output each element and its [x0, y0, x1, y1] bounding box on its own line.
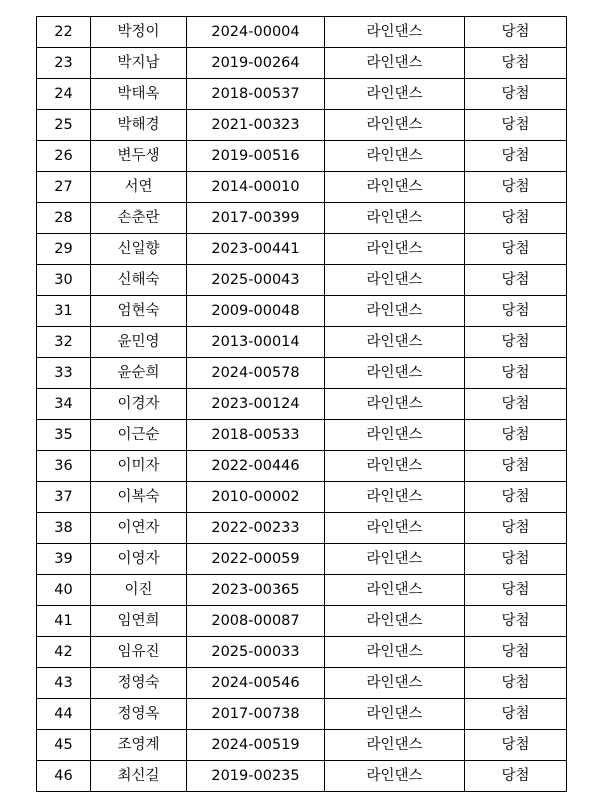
result-cell: 당첨 [465, 544, 567, 575]
result-cell: 당첨 [465, 420, 567, 451]
member-id-cell: 2022-00059 [187, 544, 325, 575]
program-cell: 라인댄스 [325, 482, 465, 513]
name-cell: 윤민영 [91, 327, 187, 358]
row-number-cell: 25 [37, 110, 91, 141]
member-id-cell: 2025-00033 [187, 637, 325, 668]
row-number-cell: 22 [37, 17, 91, 48]
row-number-cell: 41 [37, 606, 91, 637]
member-id-cell: 2024-00546 [187, 668, 325, 699]
result-cell: 당첨 [465, 730, 567, 761]
program-cell: 라인댄스 [325, 234, 465, 265]
name-cell: 이경자 [91, 389, 187, 420]
member-id-cell: 2023-00124 [187, 389, 325, 420]
table-row [37, 110, 567, 141]
table-row [37, 327, 567, 358]
name-cell: 박정이 [91, 17, 187, 48]
member-id-cell: 2022-00446 [187, 451, 325, 482]
result-cell: 당첨 [465, 17, 567, 48]
name-cell: 최신길 [91, 761, 187, 792]
result-cell: 당첨 [465, 234, 567, 265]
result-cell: 당첨 [465, 482, 567, 513]
row-number-cell: 40 [37, 575, 91, 606]
table-row [37, 451, 567, 482]
result-cell: 당첨 [465, 606, 567, 637]
program-cell: 라인댄스 [325, 513, 465, 544]
program-cell: 라인댄스 [325, 110, 465, 141]
result-cell: 당첨 [465, 358, 567, 389]
program-cell: 라인댄스 [325, 327, 465, 358]
result-cell: 당첨 [465, 79, 567, 110]
member-id-cell: 2018-00533 [187, 420, 325, 451]
member-id-cell: 2008-00087 [187, 606, 325, 637]
table-row [37, 172, 567, 203]
table-row [37, 234, 567, 265]
table-row [37, 482, 567, 513]
program-cell: 라인댄스 [325, 606, 465, 637]
result-cell: 당첨 [465, 296, 567, 327]
program-cell: 라인댄스 [325, 389, 465, 420]
member-id-cell: 2023-00365 [187, 575, 325, 606]
row-number-cell: 42 [37, 637, 91, 668]
program-cell: 라인댄스 [325, 79, 465, 110]
member-id-cell: 2018-00537 [187, 79, 325, 110]
program-cell: 라인댄스 [325, 172, 465, 203]
name-cell: 정영옥 [91, 699, 187, 730]
table-row [37, 420, 567, 451]
result-cell: 당첨 [465, 761, 567, 792]
row-number-cell: 32 [37, 327, 91, 358]
member-id-cell: 2013-00014 [187, 327, 325, 358]
program-cell: 라인댄스 [325, 17, 465, 48]
member-id-cell: 2019-00264 [187, 48, 325, 79]
program-cell: 라인댄스 [325, 544, 465, 575]
name-cell: 이영자 [91, 544, 187, 575]
member-id-cell: 2017-00738 [187, 699, 325, 730]
program-cell: 라인댄스 [325, 699, 465, 730]
name-cell: 박해경 [91, 110, 187, 141]
row-number-cell: 38 [37, 513, 91, 544]
table-row [37, 761, 567, 792]
program-cell: 라인댄스 [325, 575, 465, 606]
name-cell: 조영계 [91, 730, 187, 761]
row-number-cell: 28 [37, 203, 91, 234]
program-cell: 라인댄스 [325, 296, 465, 327]
table-row [37, 668, 567, 699]
member-id-cell: 2009-00048 [187, 296, 325, 327]
result-cell: 당첨 [465, 48, 567, 79]
row-number-cell: 33 [37, 358, 91, 389]
row-number-cell: 26 [37, 141, 91, 172]
program-cell: 라인댄스 [325, 637, 465, 668]
member-id-cell: 2019-00235 [187, 761, 325, 792]
program-cell: 라인댄스 [325, 265, 465, 296]
row-number-cell: 31 [37, 296, 91, 327]
program-cell: 라인댄스 [325, 48, 465, 79]
winner-list-table-container [36, 16, 566, 792]
member-id-cell: 2019-00516 [187, 141, 325, 172]
result-cell: 당첨 [465, 451, 567, 482]
table-row [37, 79, 567, 110]
name-cell: 임연희 [91, 606, 187, 637]
table-row [37, 17, 567, 48]
name-cell: 서연 [91, 172, 187, 203]
result-cell: 당첨 [465, 668, 567, 699]
row-number-cell: 44 [37, 699, 91, 730]
table-body [37, 17, 567, 792]
table-row [37, 389, 567, 420]
row-number-cell: 24 [37, 79, 91, 110]
member-id-cell: 2014-00010 [187, 172, 325, 203]
result-cell: 당첨 [465, 327, 567, 358]
table-row [37, 141, 567, 172]
row-number-cell: 29 [37, 234, 91, 265]
name-cell: 윤순희 [91, 358, 187, 389]
member-id-cell: 2022-00233 [187, 513, 325, 544]
row-number-cell: 30 [37, 265, 91, 296]
table-row [37, 265, 567, 296]
member-id-cell: 2023-00441 [187, 234, 325, 265]
program-cell: 라인댄스 [325, 730, 465, 761]
table-row [37, 296, 567, 327]
table-row [37, 606, 567, 637]
result-cell: 당첨 [465, 172, 567, 203]
row-number-cell: 36 [37, 451, 91, 482]
name-cell: 이근순 [91, 420, 187, 451]
table-row [37, 730, 567, 761]
row-number-cell: 34 [37, 389, 91, 420]
program-cell: 라인댄스 [325, 203, 465, 234]
result-cell: 당첨 [465, 513, 567, 544]
name-cell: 신일향 [91, 234, 187, 265]
name-cell: 박지남 [91, 48, 187, 79]
row-number-cell: 43 [37, 668, 91, 699]
name-cell: 이연자 [91, 513, 187, 544]
table-row [37, 699, 567, 730]
winner-list-table [36, 16, 567, 792]
result-cell: 당첨 [465, 637, 567, 668]
row-number-cell: 35 [37, 420, 91, 451]
name-cell: 이미자 [91, 451, 187, 482]
member-id-cell: 2017-00399 [187, 203, 325, 234]
table-row [37, 544, 567, 575]
row-number-cell: 39 [37, 544, 91, 575]
member-id-cell: 2025-00043 [187, 265, 325, 296]
name-cell: 신해숙 [91, 265, 187, 296]
row-number-cell: 23 [37, 48, 91, 79]
name-cell: 이진 [91, 575, 187, 606]
table-row [37, 48, 567, 79]
name-cell: 변두생 [91, 141, 187, 172]
program-cell: 라인댄스 [325, 761, 465, 792]
member-id-cell: 2024-00519 [187, 730, 325, 761]
result-cell: 당첨 [465, 389, 567, 420]
name-cell: 손춘란 [91, 203, 187, 234]
result-cell: 당첨 [465, 141, 567, 172]
name-cell: 엄현숙 [91, 296, 187, 327]
table-row [37, 358, 567, 389]
row-number-cell: 46 [37, 761, 91, 792]
program-cell: 라인댄스 [325, 358, 465, 389]
program-cell: 라인댄스 [325, 141, 465, 172]
program-cell: 라인댄스 [325, 420, 465, 451]
table-row [37, 513, 567, 544]
member-id-cell: 2021-00323 [187, 110, 325, 141]
table-row [37, 637, 567, 668]
row-number-cell: 27 [37, 172, 91, 203]
row-number-cell: 37 [37, 482, 91, 513]
name-cell: 박태옥 [91, 79, 187, 110]
result-cell: 당첨 [465, 203, 567, 234]
result-cell: 당첨 [465, 110, 567, 141]
program-cell: 라인댄스 [325, 451, 465, 482]
name-cell: 이복숙 [91, 482, 187, 513]
member-id-cell: 2024-00004 [187, 17, 325, 48]
table-row [37, 203, 567, 234]
program-cell: 라인댄스 [325, 668, 465, 699]
result-cell: 당첨 [465, 265, 567, 296]
result-cell: 당첨 [465, 699, 567, 730]
member-id-cell: 2024-00578 [187, 358, 325, 389]
name-cell: 임유진 [91, 637, 187, 668]
name-cell: 정영숙 [91, 668, 187, 699]
row-number-cell: 45 [37, 730, 91, 761]
table-row [37, 575, 567, 606]
member-id-cell: 2010-00002 [187, 482, 325, 513]
result-cell: 당첨 [465, 575, 567, 606]
